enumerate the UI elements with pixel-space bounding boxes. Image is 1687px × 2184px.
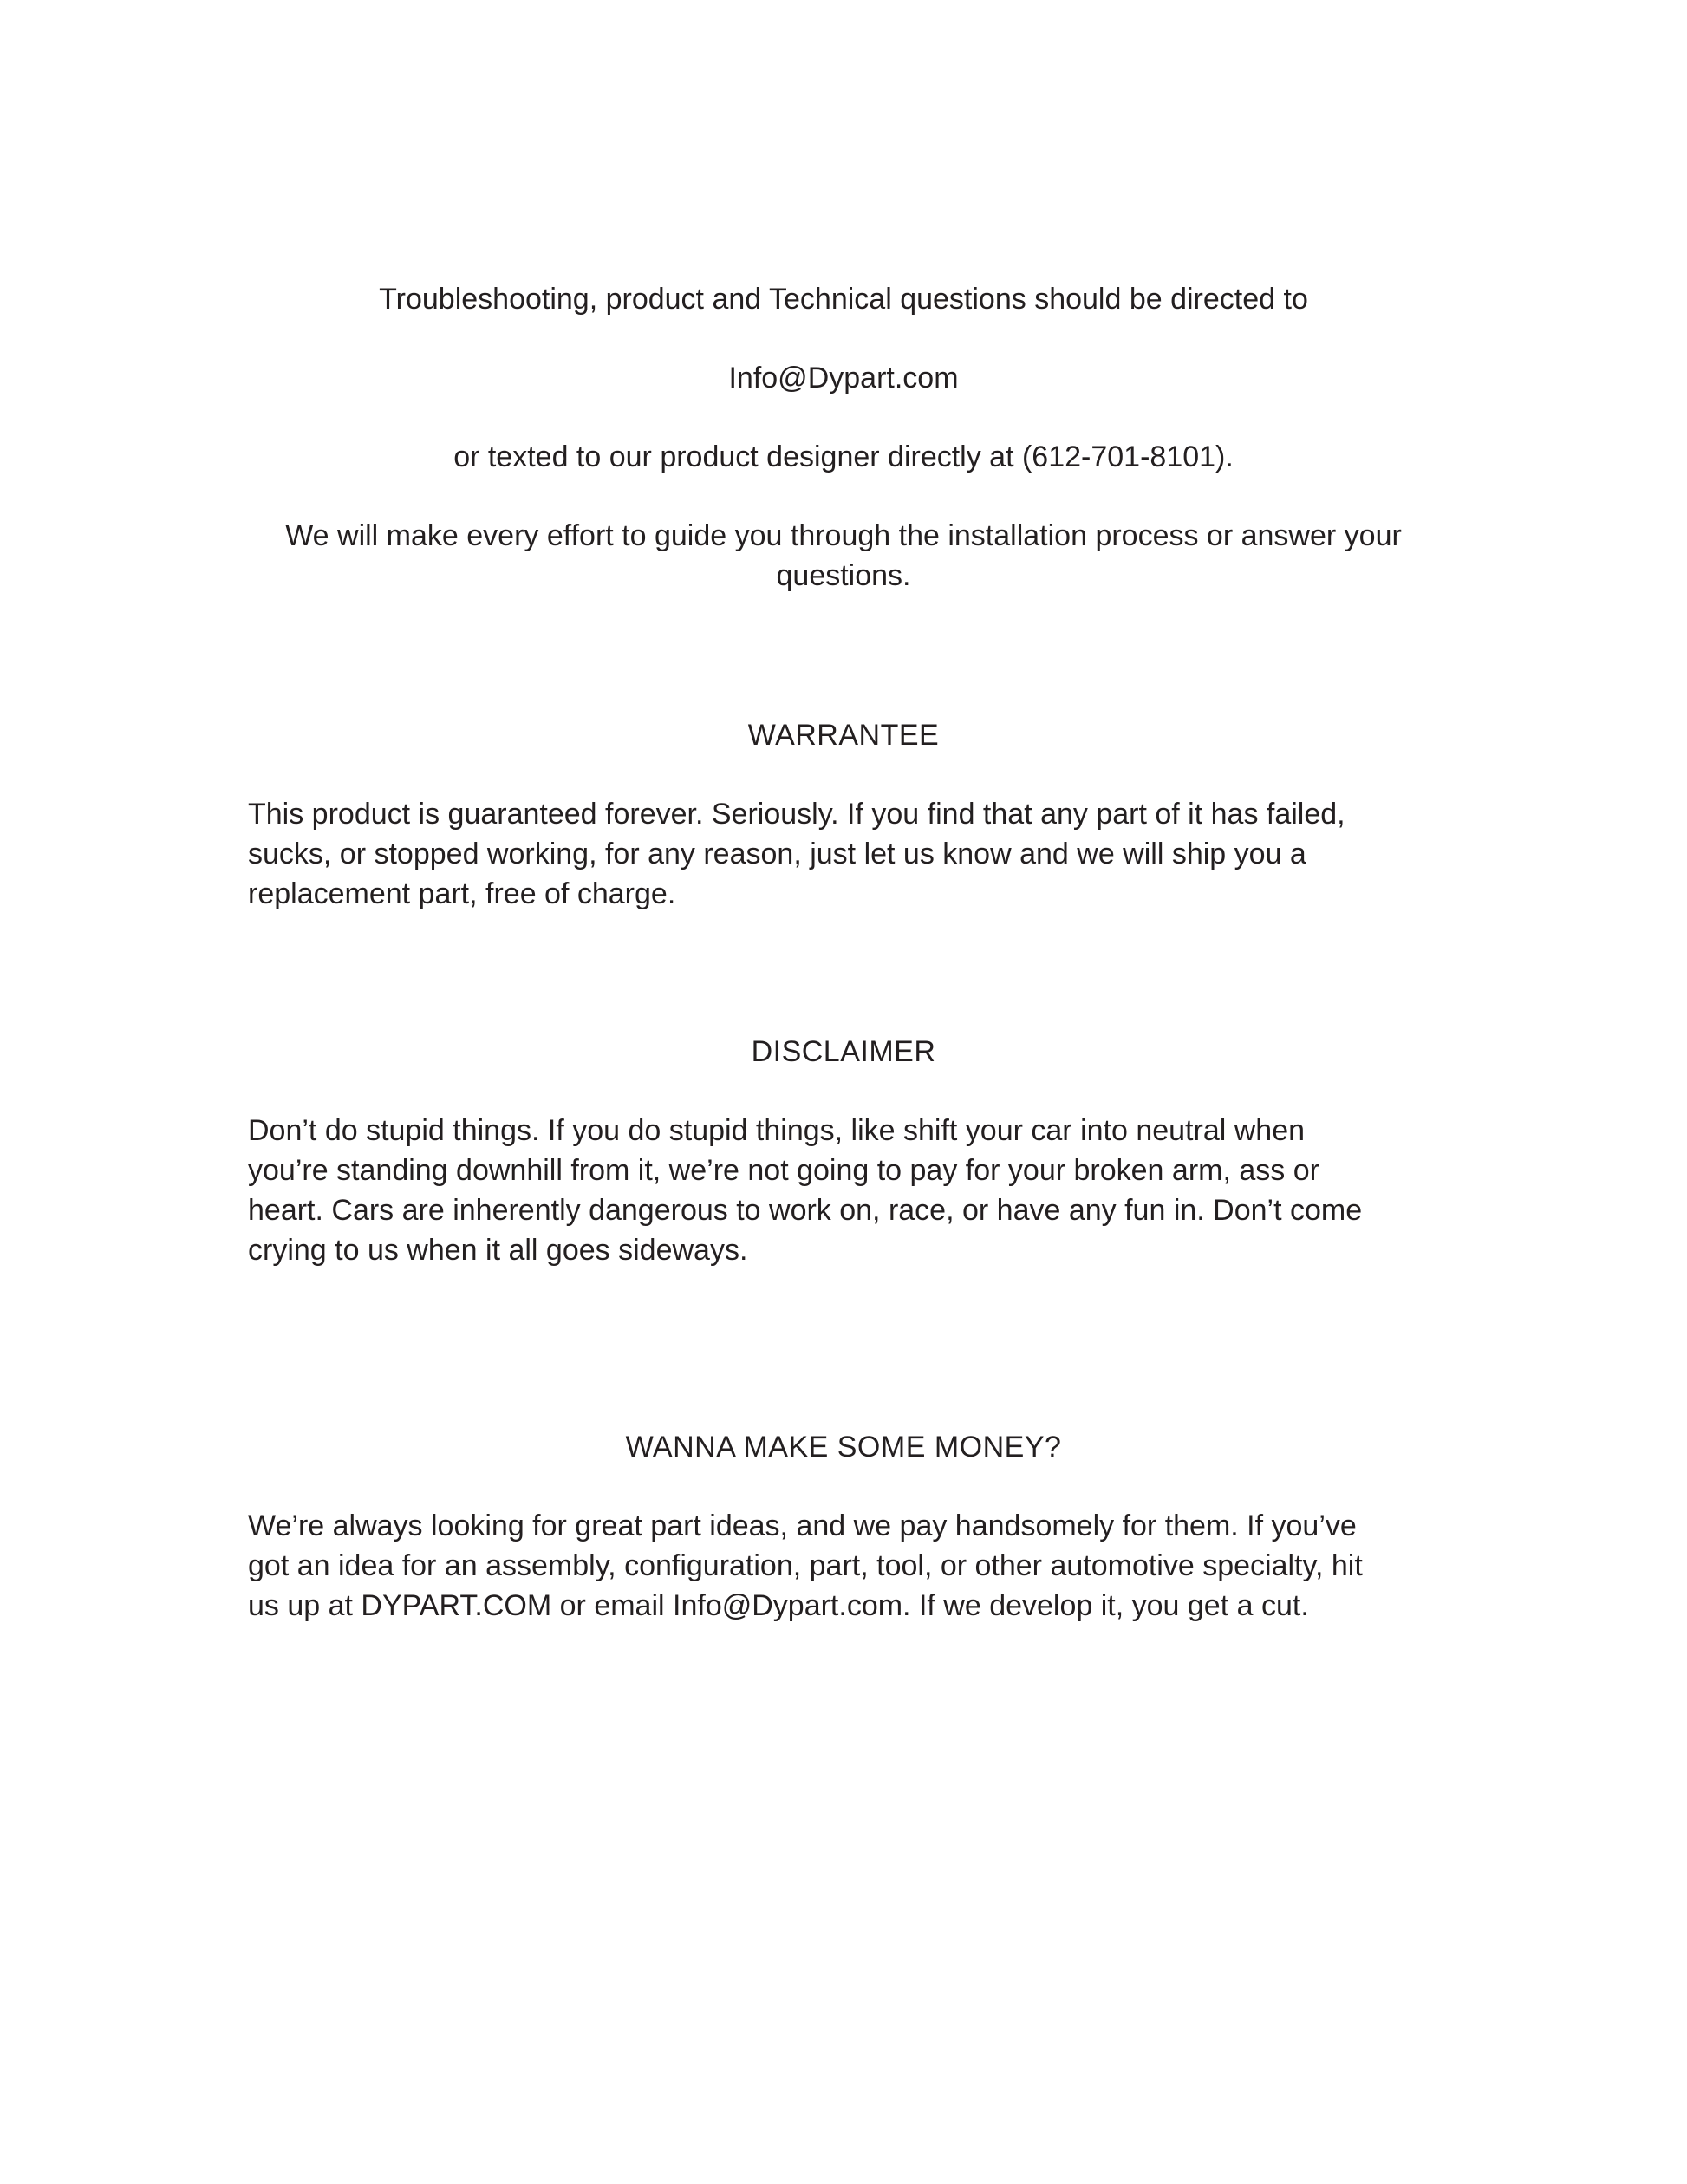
disclaimer-line: heart. Cars are inherently dangerous to work on, race, or have any fun in. Don’t come bbox=[248, 1194, 1363, 1227]
contact-guide-line-2: questions. bbox=[776, 559, 911, 592]
contact-guide-line-1: We will make every effort to guide you through the installation process or answer your bbox=[285, 519, 1402, 552]
warrantee-line: This product is guaranteed forever. Seriously. If you find that any part of it has failed, bbox=[248, 798, 1345, 831]
disclaimer-heading: DISCLAIMER bbox=[751, 1035, 936, 1068]
money-line: got an idea for an assembly, configuration, part, tool, or other automotive specialty, hit bbox=[248, 1549, 1363, 1582]
warrantee-heading: WARRANTEE bbox=[747, 719, 940, 752]
money-line: us up at DYPART.COM or email Info@Dypart.com. If we develop it, you get a cut. bbox=[248, 1589, 1309, 1622]
contact-intro: Troubleshooting, product and Technical questions should be directed to bbox=[379, 283, 1308, 316]
money-paragraph bbox=[248, 1506, 1479, 1626]
disclaimer-line: crying to us when it all goes sideways. bbox=[248, 1234, 748, 1267]
money-heading: WANNA MAKE SOME MONEY? bbox=[625, 1431, 1062, 1464]
disclaimer-line: Don’t do stupid things. If you do stupid things, like shift your car into neutral when bbox=[248, 1114, 1306, 1147]
warrantee-paragraph bbox=[248, 794, 1479, 914]
warrantee-line: replacement part, free of charge. bbox=[248, 877, 676, 910]
contact-text-line: or texted to our product designer directly at (612-701-8101). bbox=[453, 440, 1234, 473]
disclaimer-paragraph bbox=[248, 1111, 1479, 1270]
disclaimer-line: you’re standing downhill from it, we’re not going to pay for your broken arm, ass or bbox=[248, 1154, 1319, 1187]
warrantee-line: sucks, or stopped working, for any reason, just let us know and we will ship you a bbox=[248, 838, 1306, 870]
contact-email[interactable]: Info@Dypart.com bbox=[728, 362, 959, 394]
money-line: We’re always looking for great part ideas, and we pay handsomely for them. If you’ve bbox=[248, 1509, 1357, 1542]
